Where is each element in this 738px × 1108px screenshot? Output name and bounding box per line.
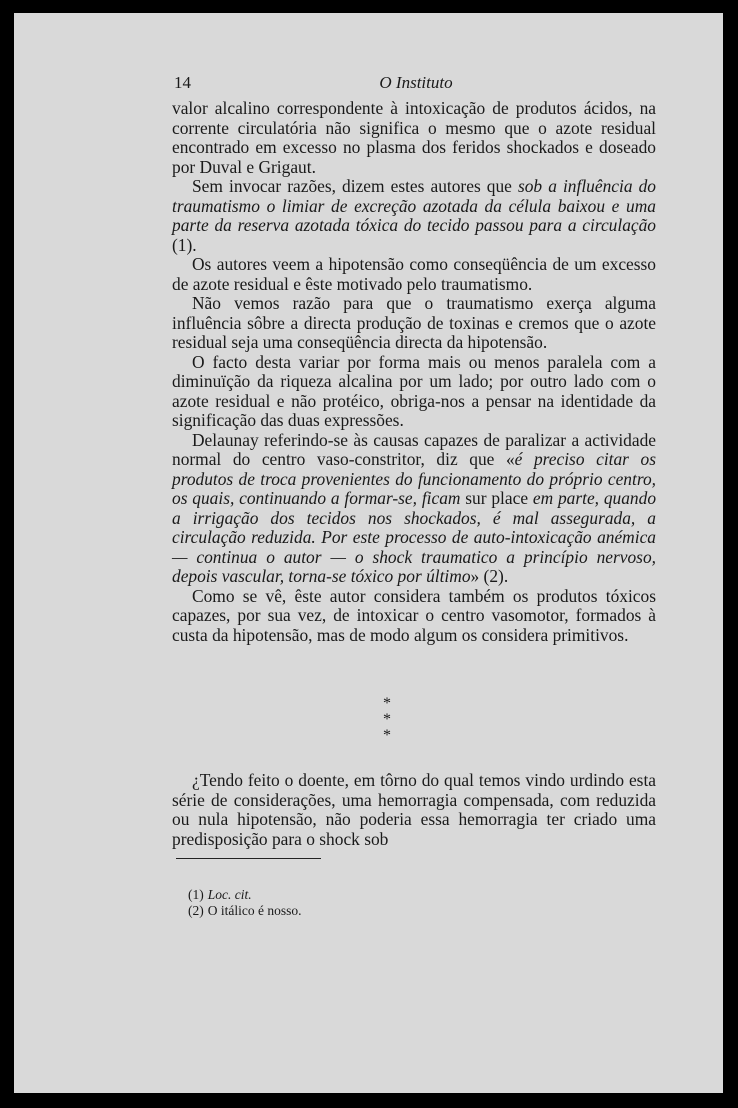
text-run: Os autores veem a hipotensão como conseqüência de um excesso de azote residual e êste motivado pelo traumatismo.	[172, 254, 656, 294]
section-break-asterism	[362, 696, 412, 742]
text-run: » (2).	[470, 566, 509, 586]
italic-run: é preciso citar os produtos de troca provenientes do funcionamento do próprio centro, os quais, continuando a formar-se, ficam	[172, 449, 656, 508]
footnote-2	[188, 903, 302, 919]
text-run: sur place	[460, 488, 533, 508]
paragraph	[172, 431, 656, 587]
running-title: O Instituto	[379, 73, 453, 92]
paragraph	[172, 177, 656, 255]
paragraph	[172, 294, 656, 353]
paragraph	[172, 99, 656, 177]
footnote-1	[188, 887, 302, 903]
footnotes	[188, 887, 302, 919]
text-run: valor alcalino correspondente à intoxicação de produtos ácidos, na corrente circulatória não significa o mesmo que o azote residual encontrado em excesso no plasma dos feridos shockados e doseado por Duval e Grigaut.	[172, 98, 656, 177]
footnote-text: O itálico é nosso.	[207, 903, 302, 918]
text-run: Delaunay referindo-se às causas capazes de paralizar a actividade normal do centro vaso-constritor, diz que «	[172, 429, 656, 469]
text-run: Não vemos razão para que o traumatismo exerça alguma influência sôbre a directa produção de toxinas e cremos que o azote residual seja uma conseqüência directa da hipotensão.	[172, 293, 656, 352]
book-page	[14, 13, 723, 1093]
running-header	[172, 73, 660, 97]
final-paragraph: ¿Tendo feito o doente, em tôrno do qual temos vindo urdindo esta série de considerações, uma hemorragia compensada, com reduzida ou nula hipotensão, não poderia essa hemorragia ter criado uma predisposição para o shock sob	[172, 770, 656, 849]
paragraph	[172, 587, 656, 646]
footnote-mark: (2)	[188, 903, 204, 918]
final-paragraph-block	[172, 771, 656, 849]
asterism-bottom: * *	[383, 711, 405, 744]
text-run: (1).	[172, 234, 197, 255]
footnote-text: Loc. cit.	[207, 887, 252, 902]
italic-run: em parte, quando a irrigação dos tecidos nos shockados, é mal assegurada, a circulação reduzida. Por este processo de auto-intoxicação anémica — continua o autor — o shock traumatico a princípio nervoso, depois vascular, torna-se tóxico por último	[172, 488, 657, 586]
body-text	[172, 99, 656, 645]
paragraph	[172, 255, 656, 294]
asterism-top: *	[383, 695, 391, 712]
paragraph	[172, 353, 656, 431]
page-number: 14	[174, 73, 191, 92]
footnote-mark: (1)	[188, 887, 204, 902]
text-run: Como se vê, êste autor considera também os produtos tóxicos capazes, por sua vez, de intoxicar o centro vasomotor, formados à custa da hipotensão, mas de modo algum os considera primitivos.	[172, 585, 656, 645]
footnote-separator	[176, 858, 321, 859]
text-run: Sem invocar razões, dizem estes autores que	[192, 176, 518, 196]
italic-run: sob a influência do traumatismo o limiar de excreção azotada da célula baixou e uma parte da reserva azotada tóxica do tecido passou para a circulação	[172, 176, 656, 235]
text-run: O facto desta variar por forma mais ou menos paralela com a diminuïção da riqueza alcalina por um lado; por outro lado com o azote residual e não protéico, obriga-nos a pensar na identidade da significação das duas expressões.	[172, 351, 656, 430]
